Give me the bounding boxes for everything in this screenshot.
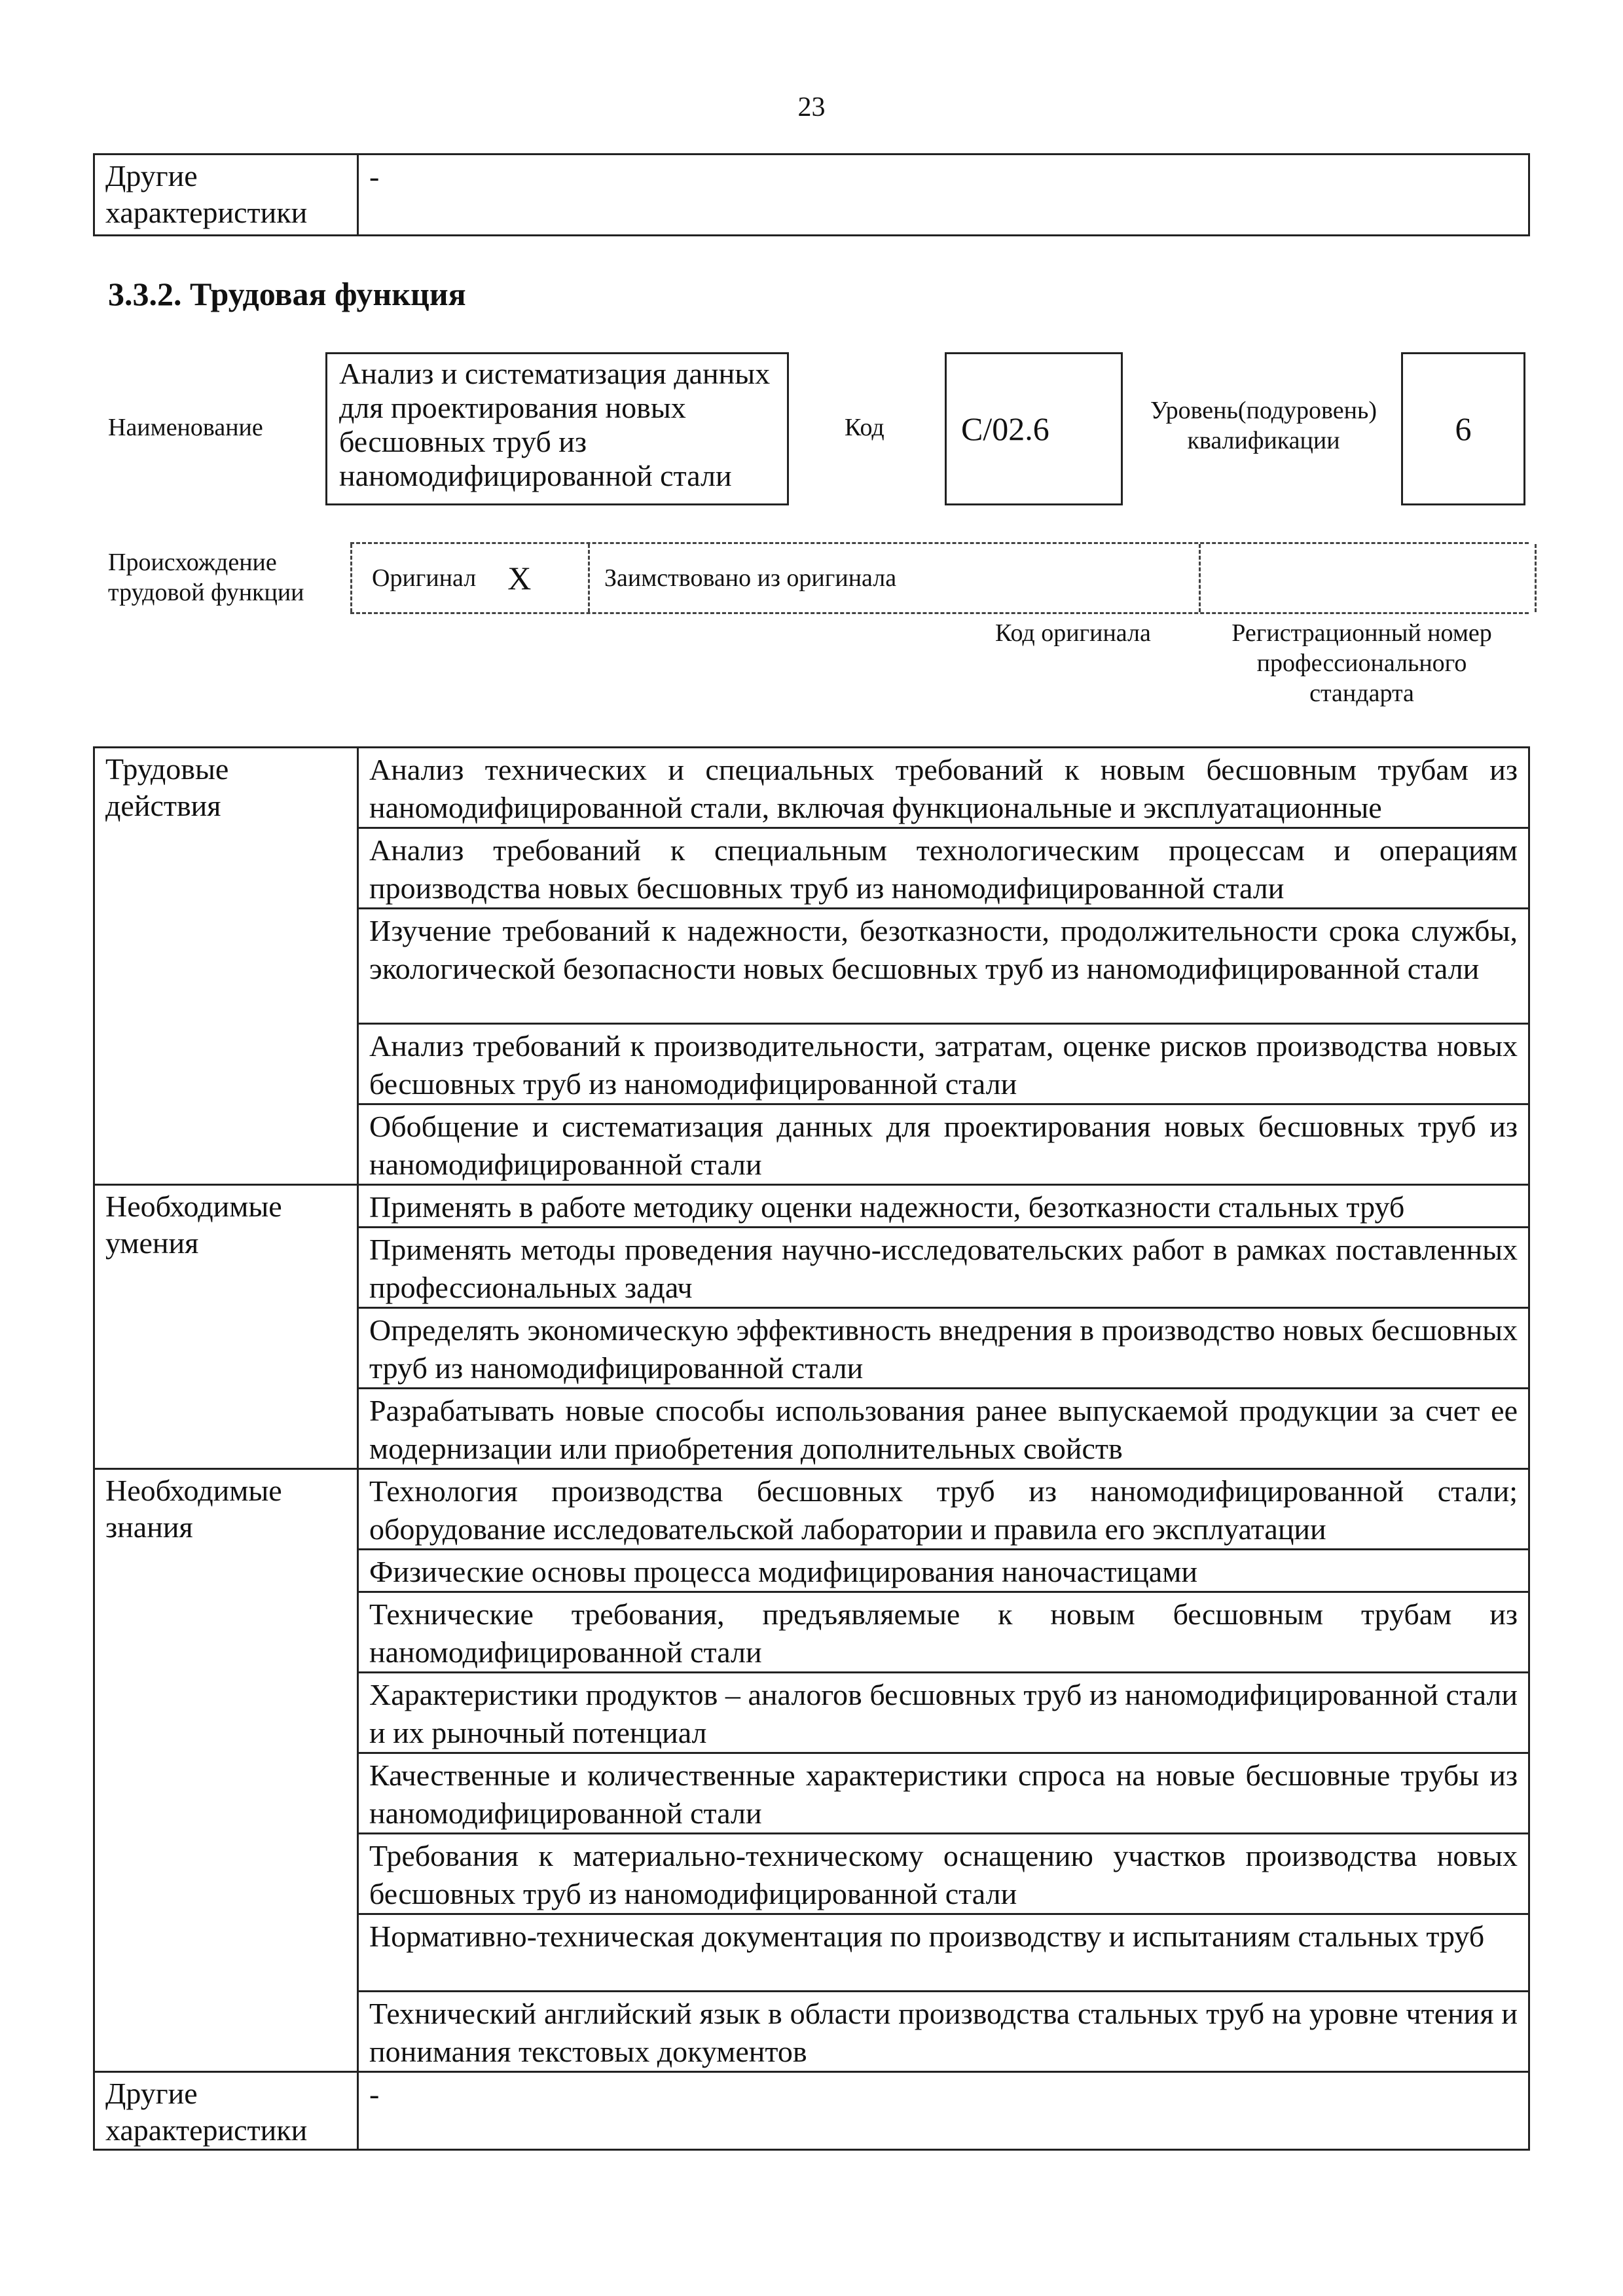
other-characteristics-label: Другие характеристики	[94, 155, 358, 236]
name-label: Наименование	[108, 414, 263, 441]
skill-item: Применять методы проведения научно-исследовательских работ в рамках поставленных профессиональных задач	[358, 1228, 1529, 1308]
borrowed-cell: Заимствовано из оригинала	[604, 564, 897, 592]
skill-item: Определять экономическую эффективность внедрения в производство новых бесшовных труб из наномодифицированной стали	[358, 1308, 1529, 1389]
original-label: Оригинал	[372, 564, 477, 592]
origin-row	[350, 542, 1529, 614]
page-number: 23	[797, 92, 826, 122]
knowledge-item: Физические основы процесса модифицирования наночастицами	[358, 1550, 1529, 1592]
original-mark: X	[507, 560, 532, 596]
function-code-box: C/02.6	[945, 352, 1123, 505]
reg-number-caption: Регистрационный номер профессионального стандарта	[1231, 619, 1492, 707]
function-name-box: Анализ и систематизация данных для проектирования новых бесшовных труб из наномодифицированной стали	[325, 352, 789, 505]
knowledge-item: Технический английский язык в области производства стальных труб на уровне чтения и понимания текстовых документов	[358, 1992, 1529, 2072]
other-characteristics-value: -	[358, 155, 1529, 236]
knowledge-item: Качественные и количественные характеристики спроса на новые бесшовные трубы из наномодифицированной стали	[358, 1753, 1529, 1834]
other-characteristics-value: -	[358, 2072, 1529, 2150]
knowledge-item: Технология производства бесшовных труб из наномодифицированной стали; оборудование исследовательской лаборатории и правила его эксплуатации	[358, 1469, 1529, 1550]
skill-item: Применять в работе методику оценки надежности, безотказности стальных труб	[358, 1185, 1529, 1228]
action-item: Анализ технических и специальных требований к новым бесшовным трубам из наномодифицированной стали, включая функциональные и эксплуатационные	[358, 748, 1529, 828]
knowledge-item: Нормативно-техническая документация по производству и испытаниям стальных труб	[358, 1914, 1529, 1992]
code-original-cell	[1199, 544, 1537, 612]
action-item: Анализ требований к специальным технологическим процессам и операциям производства новых бесшовных труб из наномодифицированной стали	[358, 828, 1529, 909]
action-item: Изучение требований к надежности, безотказности, продолжительности срока службы, экологической безопасности новых бесшовных труб из наномодифицированной стали	[358, 909, 1529, 1024]
skills-label: Необходимые умения	[94, 1185, 358, 1469]
code-label: Код	[845, 414, 884, 441]
other-characteristics-top-table	[93, 153, 1530, 236]
other-characteristics-label: Другие характеристики	[94, 2072, 358, 2150]
knowledge-item: Характеристики продуктов – аналогов бесшовных труб из наномодифицированной стали и их рыночный потенциал	[358, 1673, 1529, 1753]
labor-function-table	[93, 746, 1530, 2151]
original-cell	[350, 544, 590, 612]
action-item: Обобщение и систематизация данных для проектирования новых бесшовных труб из наномодифицированной стали	[358, 1104, 1529, 1185]
level-label: Уровень(подуровень) квалификации	[1150, 397, 1377, 454]
origin-label: Происхождение трудовой функции	[108, 549, 304, 606]
knowledge-label: Необходимые знания	[94, 1469, 358, 2072]
actions-label: Трудовые действия	[94, 748, 358, 1185]
action-item: Анализ требований к производительности, затратам, оценке рисков производства новых бесшовных труб из наномодифицированной стали	[358, 1024, 1529, 1104]
knowledge-item: Требования к материально-техническому оснащению участков производства новых бесшовных труб из наномодифицированной стали	[358, 1834, 1529, 1914]
level-box: 6	[1401, 352, 1525, 505]
knowledge-item: Технические требования, предъявляемые к новым бесшовным трубам из наномодифицированной стали	[358, 1592, 1529, 1673]
skill-item: Разрабатывать новые способы использования ранее выпускаемой продукции за счет ее модернизации или приобретения дополнительных свойств	[358, 1389, 1529, 1469]
code-original-caption: Код оригинала	[995, 619, 1151, 647]
section-title: 3.3.2. Трудовая функция	[108, 276, 466, 312]
